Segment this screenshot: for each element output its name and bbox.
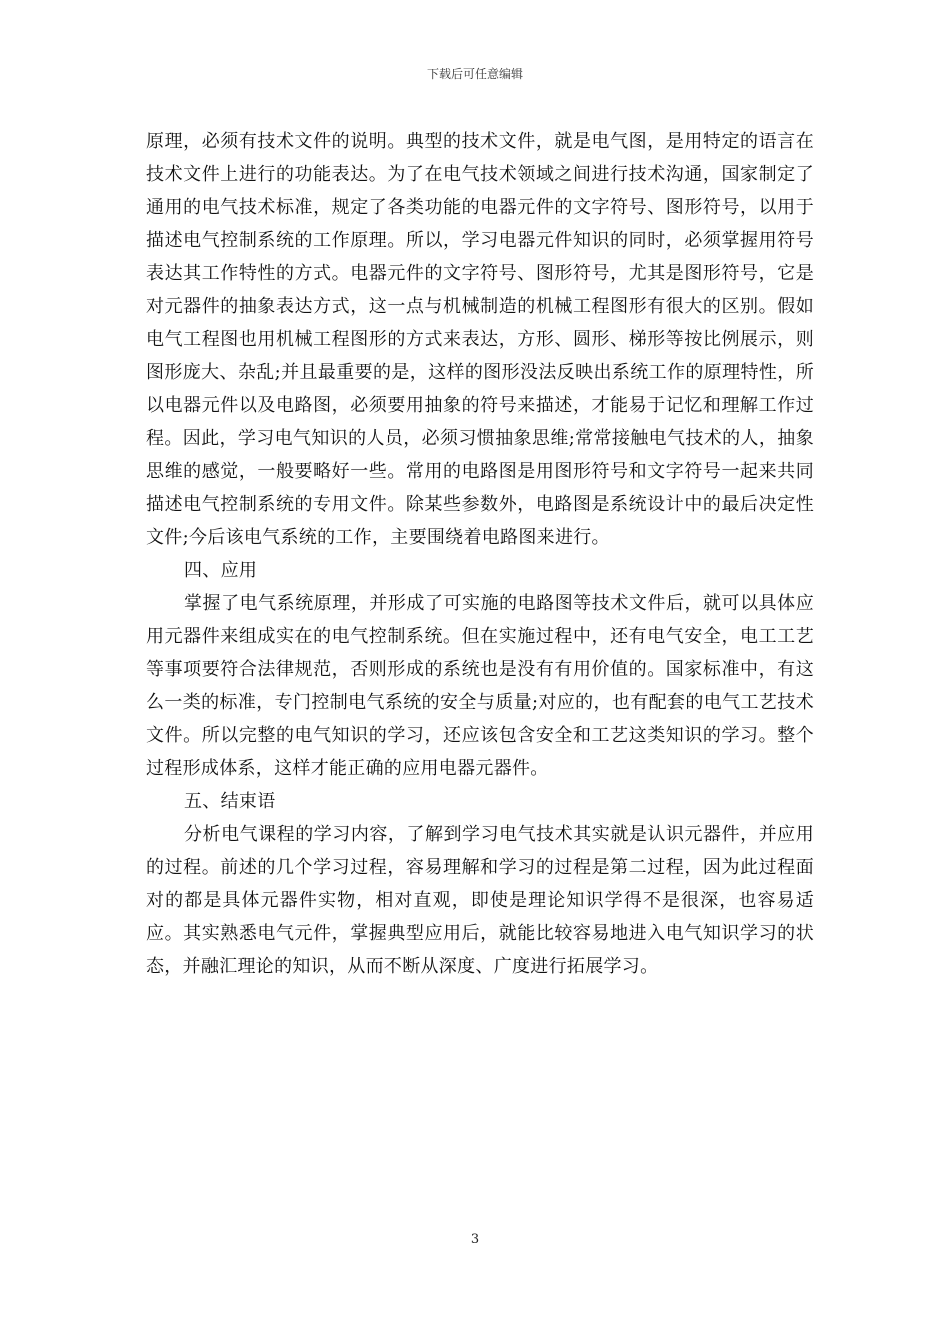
- section-heading-conclusion: 五、结束语: [184, 791, 276, 812]
- paragraph-application: 掌握了电气系统原理，并形成了可实施的电路图等技术文件后，就可以具体应用元器件来组成实在的电气控制系统。但在实施过程中，还有电气安全，电工工艺等事项要符合法律规范，否则形成的系统也是没有有用价值的。国家标准中，有这么一类的标准，专门控制电气系统的安全与质量;对应的，也有配套的电气工艺技术文件。所以完整的电气知识的学习，还应该包含安全和工艺这类知识的学习。整个过程形成体系，这样才能正确的应用电器元器件。: [146, 593, 814, 779]
- document-body: [146, 125, 814, 983]
- page-number: 3: [470, 1232, 480, 1247]
- paragraph-continuation: 原理，必须有技术文件的说明。典型的技术文件，就是电气图，是用特定的语言在技术文件上进行的功能表达。为了在电气技术领域之间进行技术沟通，国家制定了通用的电气技术标准，规定了各类功能的电器元件的文字符号、图形符号，以用于描述电气控制系统的工作原理。所以，学习电器元件知识的同时，必须掌握用符号表达其工作特性的方式。电器元件的文字符号、图形符号，尤其是图形符号，它是对元器件的抽象表达方式，这一点与机械制造的机械工程图形有很大的区别。假如电气工程图也用机械工程图形的方式来表达，方形、圆形、梯形等按比例展示，则图形庞大、杂乱;并且最重要的是，这样的图形没法反映出系统工作的原理特性，所以电器元件以及电路图，必须要用抽象的符号来描述，才能易于记忆和理解工作过程。因此，学习电气知识的人员，必须习惯抽象思维;常常接触电气技术的人，抽象思维的感觉，一般要略好一些。常用的电路图是用图形符号和文字符号一起来共同描述电气控制系统的专用文件。除某些参数外，电路图是系统设计中的最后决定性文件;今后该电气系统的工作，主要围绕着电路图来进行。: [146, 131, 814, 548]
- section-heading-application: 四、应用: [184, 560, 258, 581]
- page-header: 下载后可任意编辑: [426, 67, 523, 81]
- paragraph-conclusion: 分析电气课程的学习内容，了解到学习电气技术其实就是认识元器件，并应用的过程。前述的几个学习过程，容易理解和学习的过程是第二过程，因为此过程面对的都是具体元器件实物，相对直观，即使是理论知识学得不是很深，也容易适应。其实熟悉电气元件，掌握典型应用后，就能比较容易地进入电气知识学习的状态，并融汇理论的知识，从而不断从深度、广度进行拓展学习。: [146, 824, 814, 977]
